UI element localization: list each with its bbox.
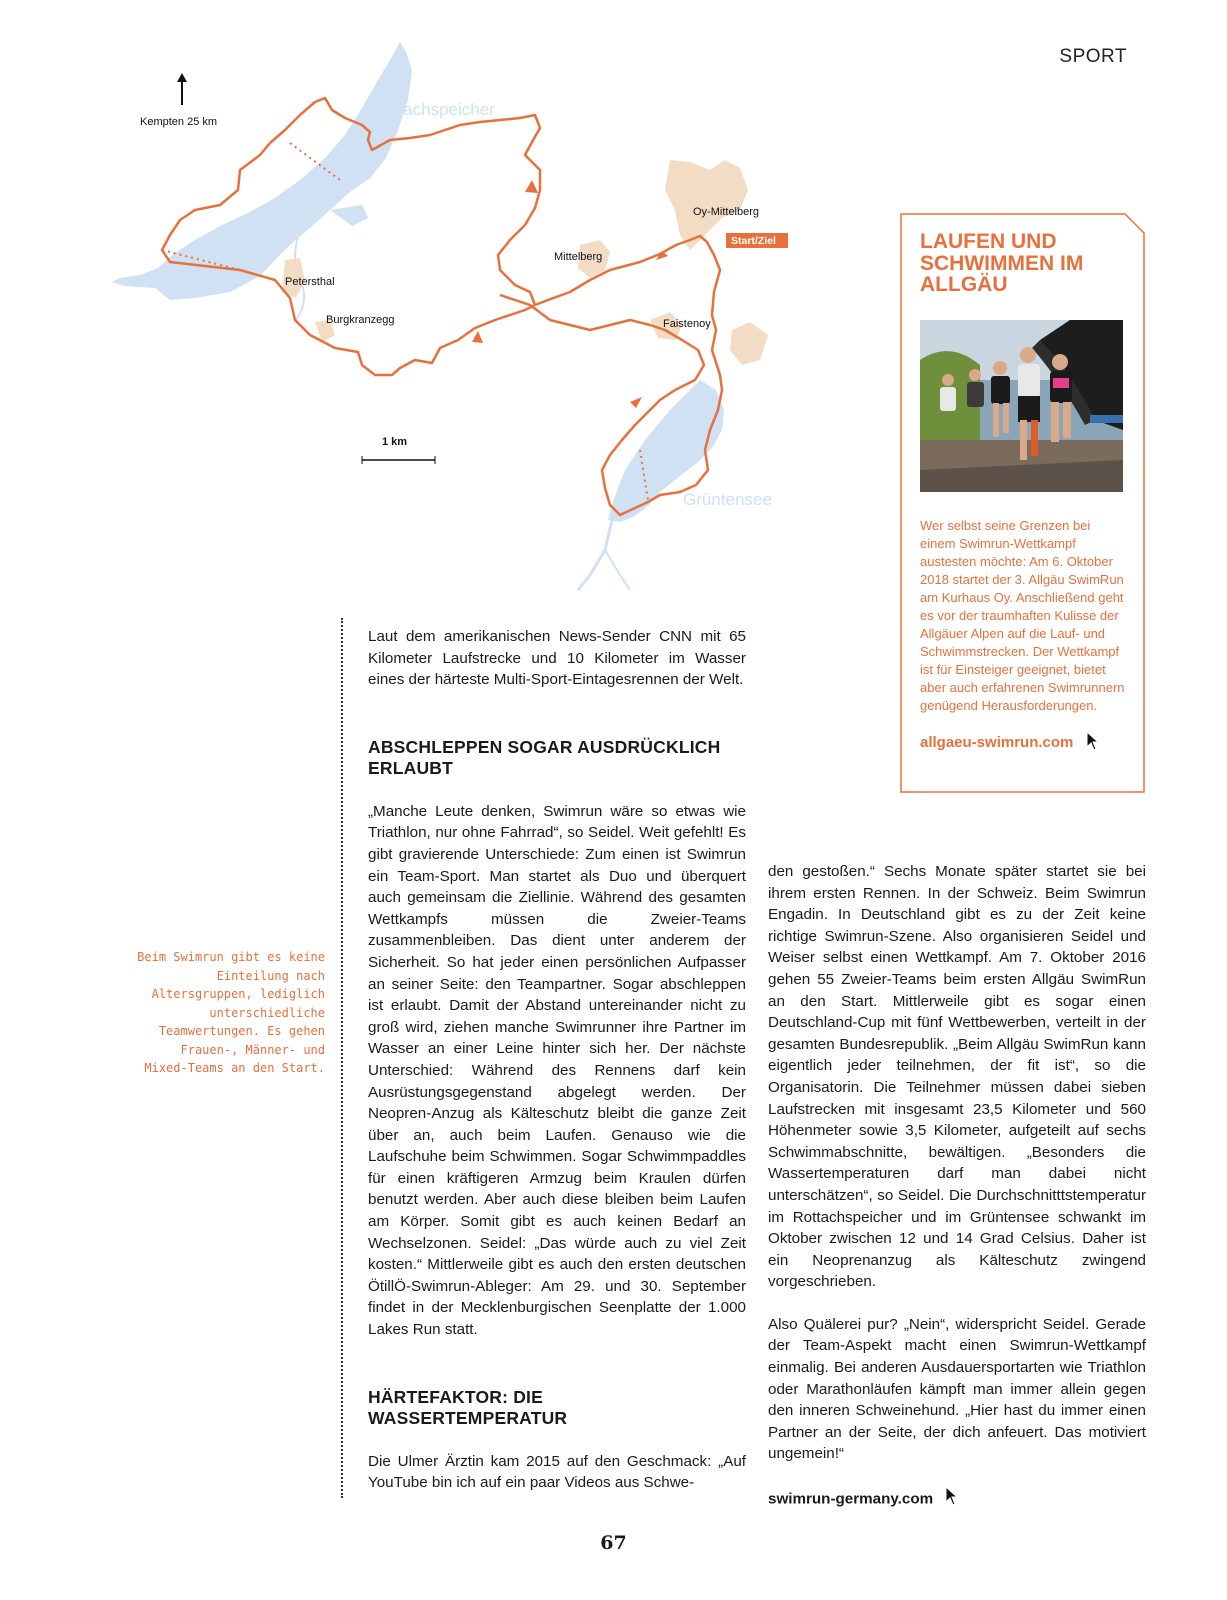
column-divider xyxy=(341,618,343,1498)
route-map xyxy=(100,30,820,610)
scale-label: 1 km xyxy=(382,436,408,448)
article-column-2 xyxy=(768,861,1146,1513)
race-photo xyxy=(920,320,1123,492)
info-box-text: Wer selbst seine Grenzen bei einem Swimrun-Wettkampf austesten möchte: Am 6. Oktober 2018 startet der 3. Allgäu SwimRun am Kurhaus Oy. Anschließend geht es vor der traumhaften Kulisse der Allgäuer Alpen auf die Lauf- und Schwimmstrecken. Der Wettkampf ist für Einsteiger geeignet, bietet aber auch erfahrenen Swimrunnern genügend Herausforderungen. xyxy=(920,517,1125,713)
route-arrow xyxy=(525,180,538,193)
info-box-link-row xyxy=(920,731,1125,755)
lake-rottachspeicher xyxy=(112,42,412,300)
page-number: 67 xyxy=(600,1532,627,1554)
article-column-1 xyxy=(368,626,746,1515)
section-label: SPORT xyxy=(1059,46,1127,67)
lake-label: Rottachspeicher xyxy=(372,100,495,119)
article-paragraph: „Manche Leute denken, Swimrun wäre so etwas wie Triathlon, nur ohne Fahrrad“, so Seidel. Weit gefehlt! Es gibt gravierende Unterschiede: Zum einen ist Swimrun ein Team-Sport. Man startet als Duo und überquert auch gemeinsam die Ziellinie. Während des gesamten Wettkampfs müssen die Zweier-Teams zusammenbleiben. Das dient unter anderem der Sicherheit. So hat jeder einen persönlichen Aufpasser an seiner Seite: den Teampartner. Sogar abschleppen ist erlaubt. Damit der Abstand untereinander nicht zu groß wird, ziehen manche Swimrunner ihre Partner im Wasser an einer Leine hinter sich her. Der nächste Unterschied: Während des Rennens darf kein Ausrüstungsgegenstand abgelegt werden. Der Neopren-Anzug als Kälteschutz bleibt die ganze Zeit über an, auch beim Laufen. Genauso wie die Laufschuhe beim Schwimmen. Sogar Schwimmpaddles für einen kräftigeren Armzug beim Kraulen dürfen benutzt werden. Aber auch diese bleiben beim Laufen am Körper. Somit gibt es auch keinen Bedarf an Wechselzonen. Seidel: „Das würde auch zu viel Zeit kosten.“ Mittlerweile gibt es auch den ersten deutschen ÖtillÖ-Swimrun-Ableger: Am 29. und 30. September findet in der Mecklenburgischen Seenplatte der 1.000 Lakes Run statt. xyxy=(368,802,746,1339)
article-paragraph: Die Ulmer Ärztin kam 2015 auf den Geschmack: „Auf YouTube bin ich auf ein paar Videos aus Schwe- xyxy=(368,1452,746,1492)
north-label: Kempten 25 km xyxy=(140,116,218,128)
article-paragraph: Also Quälerei pur? „Nein“, widerspricht Seidel. Gerade der Team-Aspekt macht einen Swimrun-Wettkampf einmalig. Bei anderen Ausdauersportarten wie Triathlon oder Marathonläufen kämpft man immer allein gegen den inneren Schweinehund. „Hier hast du immer einen Partner an der Seite, der dich anfeuert. Das motiviert ungemein!“ xyxy=(768,1315,1146,1463)
mouse-pointer-icon xyxy=(945,1486,959,1513)
article-paragraph: den gestoßen.“ Sechs Monate später startet sie bei ihrem ersten Rennen. In der Schweiz. Beim Swimrun Engadin. In Deutschland gibt es zu der Zeit keine richtige Swimrun-Szene. Also organisieren Seidel und Weiser selbst einen Wettkampf. Am 7. Oktober 2016 gehen 55 Zweier-Teams beim ersten Allgäu SwimRun an den Start. Mittlerweile gibt es sogar einen Deutschland-Cup mit fünf Wettbewerben, verteilt in der gesamten Bundesrepublik. „Beim Allgäu SwimRun kann eigentlich jeder teilnehmen, der fit ist“, so die Organisatorin. Die Teilnehmer müssen dabei sieben Laufstrecken mit insgesamt 23,5 Kilometer und 560 Höhenmeter sowie 3,5 Kilometer, aufgeteilt auf sechs Schwimmabschnitte, bewältigen. „Besonders die Wassertemperaturen darf man dabei nicht unterschätzen“, so Seidel. Die Durchschnitttstemperatur im Rottachspeicher und im Grüntensee schwankt im Oktober zwischen 12 und 14 Grad Celsius. Daher ist ein Neoprenanzug als Kälteschutz zwingend vorgeschrieben. xyxy=(768,863,1146,1291)
sidenote: Beim Swimrun gibt es keine Einteilung nach Altersgruppen, lediglich unterschiedliche Teamwertungen. Es gehen Frauen-, Männer- und Mixed-Teams an den Start. xyxy=(137,950,325,1075)
section-heading: HÄRTEFAKTOR: DIE WASSERTEMPERATUR xyxy=(368,1386,568,1428)
route-arrow xyxy=(630,397,642,408)
place-label: Oy-Mittelberg xyxy=(693,206,760,218)
info-box-title: LAUFEN UND SCHWIMMEN IM ALLGÄU xyxy=(920,230,1084,296)
place-label: Faistenoy xyxy=(663,318,711,330)
route-arrow xyxy=(472,331,483,343)
website-link[interactable]: swimrun-germany.com xyxy=(768,1490,934,1508)
place-label: Burgkranzegg xyxy=(326,314,395,326)
place-label: Petersthal xyxy=(285,276,335,288)
info-box xyxy=(900,213,1145,793)
place-label: Mittelberg xyxy=(554,251,603,263)
website-link-row xyxy=(768,1486,1146,1513)
article-intro: Laut dem amerikanischen News-Sender CNN mit 65 Kilometer Laufstrecke und 10 Kilometer im Wasser eines der härteste Multi-Sport-Eintagesrennen der Welt. xyxy=(368,628,746,689)
start-tag-label: Start/Ziel xyxy=(731,235,776,247)
info-box-link[interactable]: allgaeu-swimrun.com xyxy=(920,733,1074,751)
lake-label: Grüntensee xyxy=(683,490,772,509)
mouse-pointer-icon xyxy=(1086,731,1100,755)
section-heading: ABSCHLEPPEN SOGAR AUSDRÜCKLICH ERLAUBT xyxy=(368,736,721,778)
